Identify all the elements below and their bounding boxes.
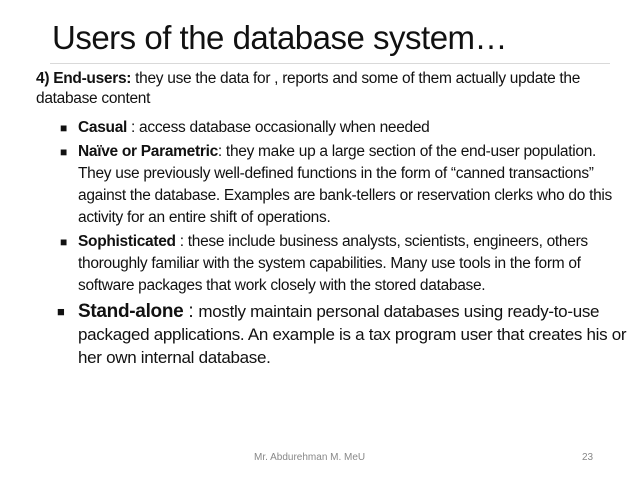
page-number: 23 [582, 452, 594, 463]
square-bullet-icon: ■ [60, 235, 67, 249]
list-item-separator: : [183, 301, 199, 322]
list-item-naive [60, 141, 632, 229]
intro-text: they use the data for , reports and some of them actually update the database content [36, 70, 581, 107]
list-item-stand-alone [57, 300, 632, 369]
footer-author: Mr. Abdurehman M. MeU [254, 452, 366, 463]
list-item-text: : they make up a large section of the end-user population. They use previously well-defined functions in the form of “canned transactions” against the database. Examples are bank-tellers or reservation clerks who do this activity for an entire shift of operations. [78, 143, 612, 226]
intro-label: 4) End-users: [36, 70, 132, 87]
square-bullet-icon: ■ [60, 145, 67, 159]
list-item-text: : these include business analysts, scientists, engineers, others thoroughly familiar with the system capabilities. Many use tools in the form of software packages that work closely with the stored database. [78, 233, 588, 294]
list-item-lead: Stand-alone [78, 301, 184, 322]
list-item-lead: Casual [78, 119, 128, 136]
list-item-lead: Sophisticated [78, 233, 176, 250]
slide-title: Users of the database system… [52, 19, 508, 56]
list-item-lead: Naïve or Parametric [78, 143, 218, 160]
list-item-text: : access database occasionally when needed [127, 119, 430, 136]
square-bullet-icon: ■ [57, 304, 65, 319]
user-type-list [57, 117, 632, 369]
list-item-casual [60, 117, 632, 139]
title-divider [50, 63, 610, 64]
square-bullet-icon: ■ [60, 121, 67, 135]
intro-paragraph [36, 69, 626, 109]
list-item-sophisticated [60, 231, 632, 297]
list-item-text: mostly maintain personal databases using ready-to-use packaged applications. An example is a tax program user that creates his or her own internal database. [78, 302, 627, 367]
